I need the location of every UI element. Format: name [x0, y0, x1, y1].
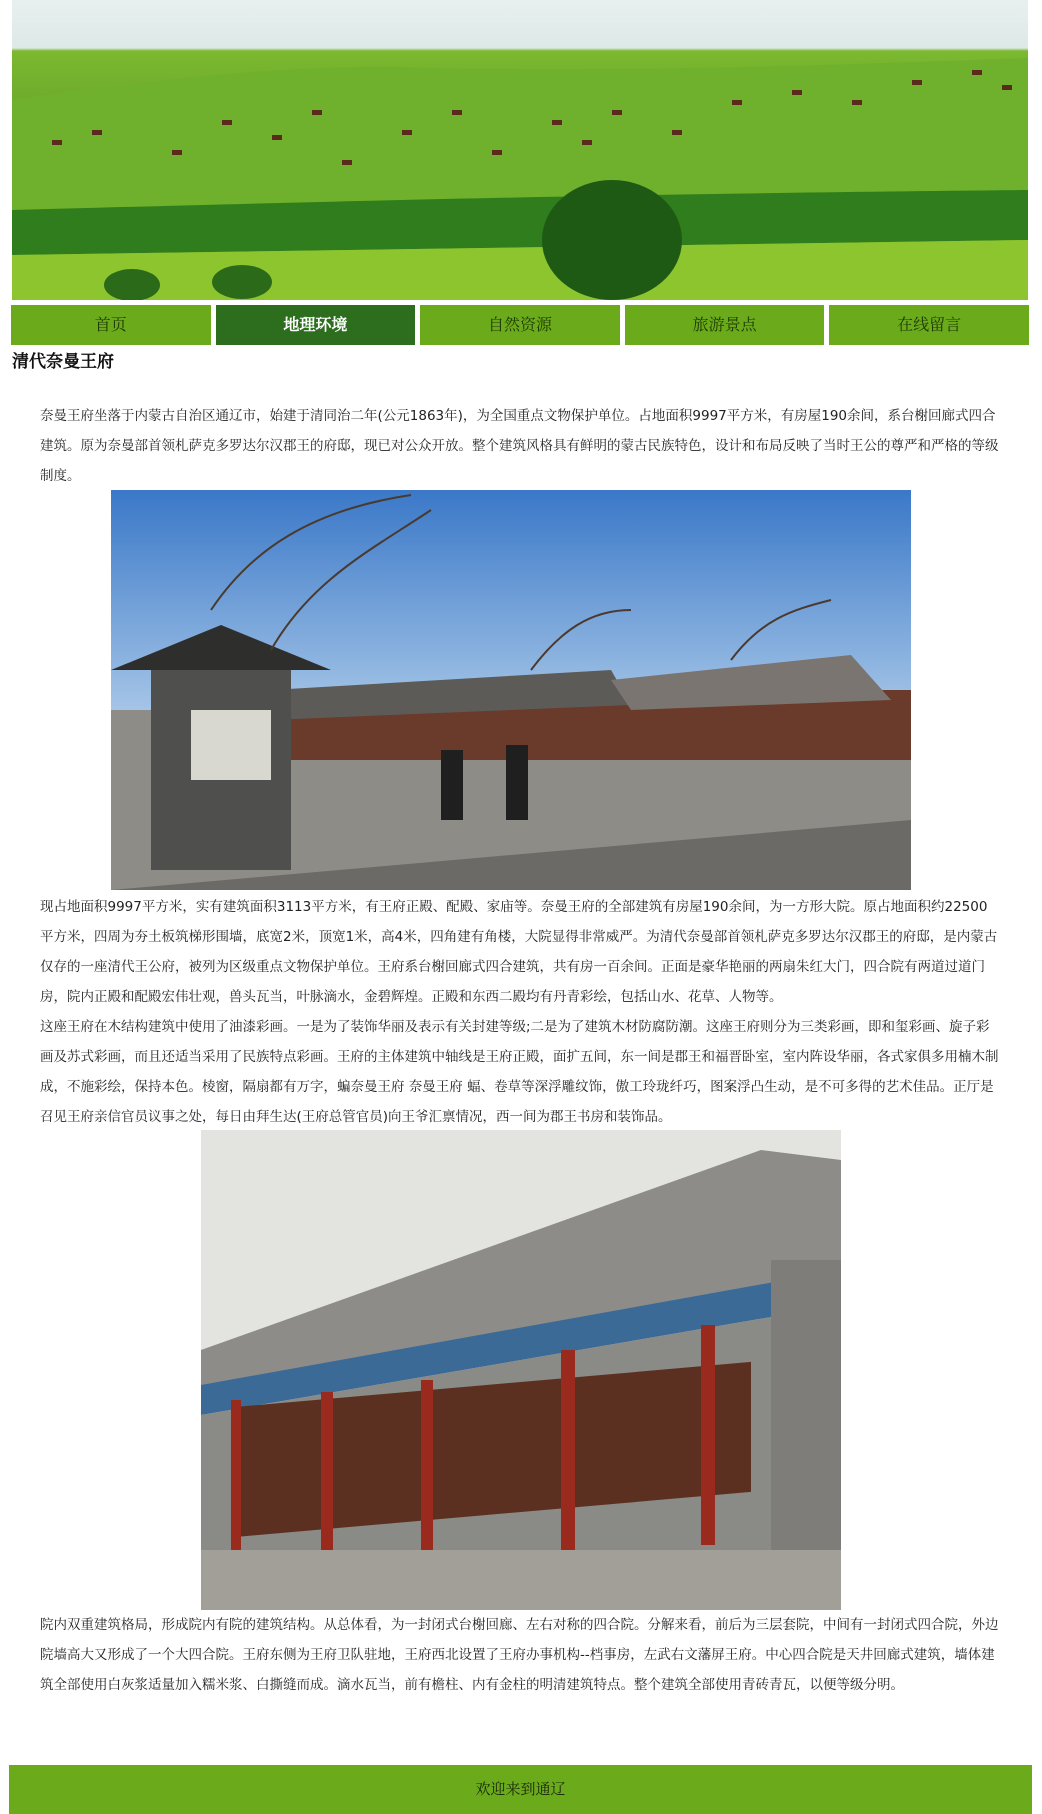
article-paragraph: 现占地面积9997平方米，实有建筑面积3113平方米，有王府正殿、配殿、家庙等。奈曼王府的全部建筑有房屋190余间，为一方形大院。原占地面积约22500平方米，四周为夯土板筑梯形围墙，底宽2米，顶宽1米，高4米，四角建有角楼，大院显得非常威严。为清代奈曼部首领札萨克多罗达尔汉郡王的府邸，是内蒙古仅存的一座清代王公府，被列为区级重点文物保护单位。王府系台榭回廊式四合建筑，共有房一百余间。正面是豪华艳丽的两扇朱红大门，四合院有两道过道门房，院内正殿和配殿宏伟壮观，兽头瓦当，叶脉滴水，金碧辉煌。正殿和东西二殿均有丹青彩绘，包括山水、花草、人物等。	[40, 899, 998, 1005]
footer-text: 欢迎来到通辽	[475, 1780, 566, 1798]
nav-item-tourist-spots[interactable]: 旅游景点	[625, 305, 825, 345]
banner-image	[12, 0, 1028, 300]
grassland-landscape-icon	[12, 0, 1028, 300]
page-title: 清代奈曼王府	[12, 352, 114, 372]
main-nav	[11, 305, 1029, 345]
palace-corridor-photo	[201, 1130, 841, 1610]
footer-bar	[9, 1765, 1032, 1814]
article-paragraph: 这座王府在木结构建筑中使用了油漆彩画。一是为了装饰华丽及表示有关封建等级;二是为了建筑木材防腐防潮。这座王府则分为三类彩画，即和玺彩画、旋子彩画及苏式彩画，而且还适当采用了民族特点彩画。王府的主体建筑中轴线是王府正殿，面扩五间，东一间是郡王和福晋卧室，室内阵设华丽，各式家俱多用楠木制成，不施彩绘，保持本色。棱窗，隔扇都有万字，蝙奈曼王府 奈曼王府 蝠、卷草等深浮雕纹饰，傲工玲珑纤巧，图案浮凸生动，是不可多得的艺术佳品。正厅是召见王府亲信官员议事之处，每日由拜生达(王府总管官员)向王爷汇禀情况，西一间为郡王书房和装饰品。	[40, 1019, 999, 1125]
nav-item-home[interactable]: 首页	[11, 305, 211, 345]
nav-item-guestbook[interactable]: 在线留言	[829, 305, 1029, 345]
nav-item-geography[interactable]: 地理环境	[216, 305, 416, 345]
courtyard-image-icon	[111, 490, 911, 890]
article-paragraph: 院内双重建筑格局，形成院内有院的建筑结构。从总体看，为一封闭式台榭回廊、左右对称的四合院。分解来看，前后为三层套院，中间有一封闭式四合院，外边院墙高大又形成了一个大四合院。王府东侧为王府卫队驻地，王府西北设置了王府办事机构--档事房，左武右文藩屏王府。中心四合院是天井回廊式建筑，墙体建筑全部使用白灰浆适量加入糯米浆、白撕缝而成。滴水瓦当，前有檐柱、内有金柱的明清建筑特点。整个建筑全部使用青砖青瓦，以便等级分明。	[40, 1617, 999, 1693]
palace-courtyard-photo	[111, 490, 911, 890]
nav-item-natural-resources[interactable]: 自然资源	[420, 305, 620, 345]
corridor-image-icon	[201, 1130, 841, 1610]
article-paragraph: 奈曼王府坐落于内蒙古自治区通辽市，始建于清同治二年(公元1863年)，为全国重点文物保护单位。占地面积9997平方米，有房屋190余间，系台榭回廊式四合建筑。原为奈曼部首领札萨克多罗达尔汉郡王的府邸，现已对公众开放。整个建筑风格具有鲜明的蒙古民族特色，设计和布局反映了当时王公的尊严和严格的等级制度。	[40, 408, 999, 484]
